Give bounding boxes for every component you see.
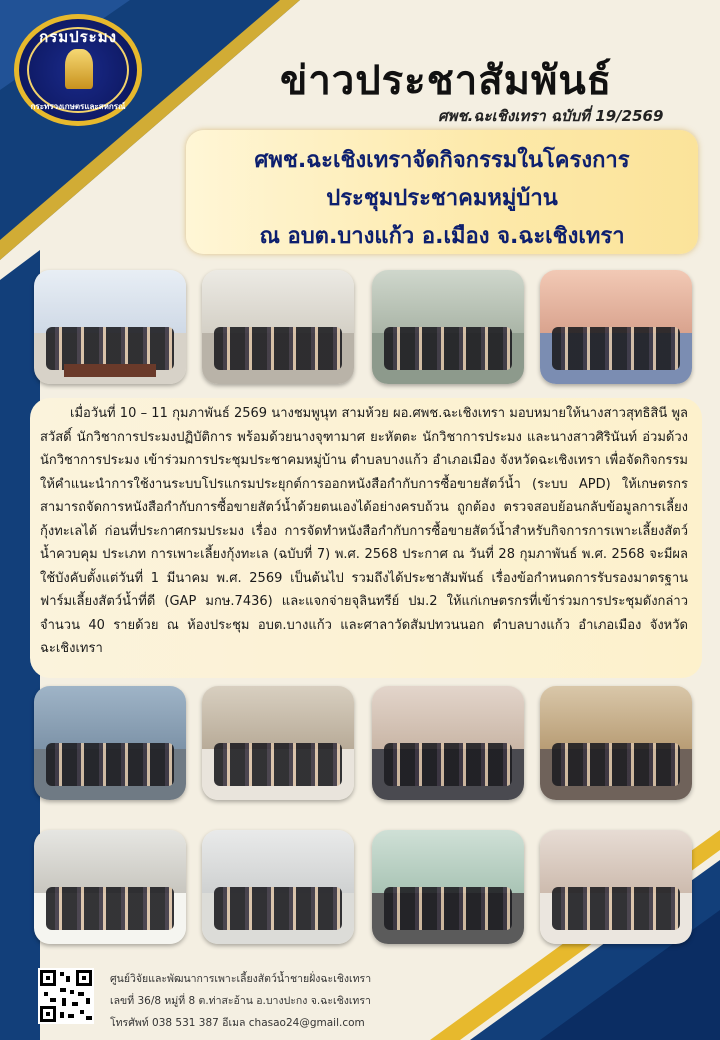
photo-group-table xyxy=(540,830,692,944)
logo-bottom-text: กระทรวงเกษตรและสหกรณ์ xyxy=(30,102,126,111)
photo-meeting-group-1 xyxy=(34,270,186,384)
footer-contact: โทรศัพท์ 038 531 387 อีเมล chasao24@gmail.com xyxy=(110,1017,365,1029)
headline-box xyxy=(186,130,698,254)
photo-meeting-group-2 xyxy=(372,270,524,384)
footer-organization: ศูนย์วิจัยและพัฒนาการเพาะเลี้ยงสัตว์น้ำชายฝั่งฉะเชิงเทรา xyxy=(110,973,372,985)
headline-line-2: ประชุมประชาคมหมู่บ้าน xyxy=(326,186,558,211)
photo-meeting-room-1 xyxy=(202,270,354,384)
photo-demonstration-2 xyxy=(202,830,354,944)
emblem-icon xyxy=(65,49,93,89)
photo-demonstration-1 xyxy=(202,686,354,800)
photo-registration-1 xyxy=(372,686,524,800)
photo-display-table xyxy=(34,830,186,944)
qr-code-icon[interactable] xyxy=(38,968,94,1024)
headline-line-3: ณ อบต.บางแก้ว อ.เมือง จ.ฉะเชิงเทรา xyxy=(259,224,625,249)
headline-line-1: ศพช.ฉะเชิงเทราจัดกิจกรรมในโครงการ xyxy=(254,148,630,173)
body-paragraph: เมื่อวันที่ 10 – 11 กุมภาพันธ์ 2569 นางชมพูนุท สามห้วย ผอ.ศพช.ฉะเชิงเทรา มอบหมายให้นางสาวสุทธิสินี พูลสวัสดิ์ นักวิชาการประมงปฏิบัติการ พร้อมด้วยนางจุฑามาศ ยะหัตตะ นักวิชาการประมง และนางสาวศิรินันท์ อ่วมด้วง นักวิชาการประมง เข้าร่วมการประชุมประชาคมหมู่บ้าน ตำบลบางแก้ว อำเภอเมือง จังหวัดฉะเชิงเทรา เพื่อจัดกิจกรรมให้คำแนะนำการใช้งานระบบโปรแกรมประยุกต์การออกหนังสือกำกับการซื้อขายสัตว์น้ำ (ระบบ APD) ให้เกษตรกรสามารถจัดการหนังสือกำกับการซื้อขายสัตว์น้ำด้วยตนเองได้อย่างครบถ้วน ถูกต้อง ตรวจสอบย้อนกลับข้อมูลการเลี้ยงกุ้งทะเลได้ ก่อนที่ประกาศกรมประมง เรื่อง การจัดทำหนังสือกำกับการซื้อขายสัตว์น้ำสำหรับกิจการการเพาะเลี้ยงสัตว์น้ำควบคุม ประเภท การเพาะเลี้ยงกุ้งทะเล (ฉบับที่ 7) พ.ศ. 2568 ประกาศ ณ วันที่ 28 กุมภาพันธ์ พ.ศ. 2568 จะมีผลใช้บังคับตั้งแต่วันที่ 1 มีนาคม พ.ศ. 2569 เป็นต้นไป รวมถึงได้ประชาสัมพันธ์ เรื่องข้อกำหนดการรับรองมาตรฐานฟาร์มเลี้ยงสัตว์น้ำที่ดี (GAP มกษ.7436) และแจกจ่ายจุลินทรีย์ ปม.2 ให้แก่เกษตรกรที่เข้าร่วมการประชุมดังกล่าว จำนวน 40 รายด้วย ณ ห้องประชุม อบต.บางแก้ว และศาลาวัดสัมปทวนนอก ตำบลบางแก้ว อำเภอเมือง จังหวัดฉะเชิงเทรา xyxy=(40,406,688,656)
issue-number: ศพช.ฉะเชิงเทรา ฉบับที่ 19/2569 xyxy=(438,107,664,125)
page-title: ข่าวประชาสัมพันธ์ xyxy=(280,57,613,104)
photo-meeting-hall-1 xyxy=(540,270,692,384)
department-logo xyxy=(14,14,142,126)
photo-handover-1 xyxy=(372,830,524,944)
logo-top-text: กรมประมง xyxy=(39,28,117,46)
footer-address: เลขที่ 36/8 หมู่ที่ 8 ต.ท่าสะอ้าน อ.บางปะกง จ.ฉะเชิงเทรา xyxy=(110,995,371,1007)
photo-distribution-1 xyxy=(540,686,692,800)
photo-audience-1 xyxy=(34,686,186,800)
